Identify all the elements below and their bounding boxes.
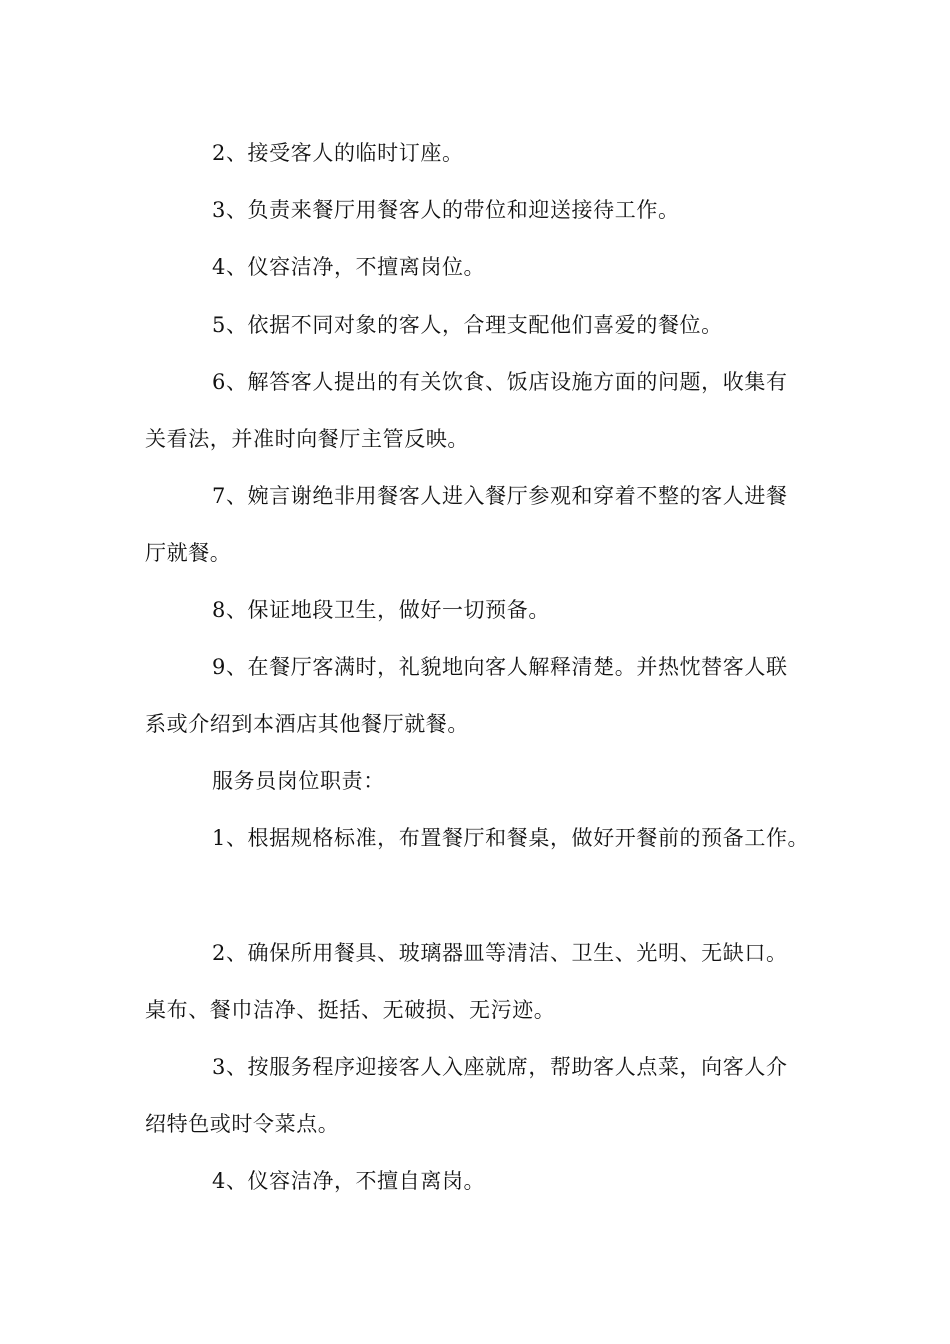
paragraph-line: 1、根据规格标准，布置餐厅和餐桌，做好开餐前的预备工作。 — [212, 826, 810, 850]
paragraph-line: 厅就餐。 — [145, 541, 232, 565]
paragraph-line: 4、仪容洁净，不擅自离岗。 — [212, 1169, 486, 1193]
paragraph-line: 7、婉言谢绝非用餐客人进入餐厅参观和穿着不整的客人进餐 — [212, 484, 788, 508]
paragraph-line: 5、依据不同对象的客人，合理支配他们喜爱的餐位。 — [212, 313, 723, 337]
section-heading: 服务员岗位职责： — [212, 769, 385, 793]
paragraph-line: 4、仪容洁净，不擅离岗位。 — [212, 255, 486, 279]
paragraph-line: 6、解答客人提出的有关饮食、饭店设施方面的问题，收集有 — [212, 370, 788, 394]
paragraph-line: 关看法，并准时向餐厅主管反映。 — [145, 427, 469, 451]
paragraph-line: 2、接受客人的临时订座。 — [212, 141, 464, 165]
paragraph-line: 桌布、餐巾洁净、挺括、无破损、无污迹。 — [145, 998, 556, 1022]
paragraph-line: 3、按服务程序迎接客人入座就席，帮助客人点菜，向客人介 — [212, 1055, 788, 1079]
paragraph-line: 3、负责来餐厅用餐客人的带位和迎送接待工作。 — [212, 198, 680, 222]
paragraph-line: 绍特色或时令菜点。 — [145, 1112, 340, 1136]
paragraph-line: 9、在餐厅客满时，礼貌地向客人解释清楚。并热忱替客人联 — [212, 655, 788, 679]
paragraph-line: 2、确保所用餐具、玻璃器皿等清洁、卫生、光明、无缺口。 — [212, 941, 788, 965]
paragraph-line: 8、保证地段卫生，做好一切预备。 — [212, 598, 550, 622]
paragraph-line: 系或介绍到本酒店其他餐厅就餐。 — [145, 712, 469, 736]
